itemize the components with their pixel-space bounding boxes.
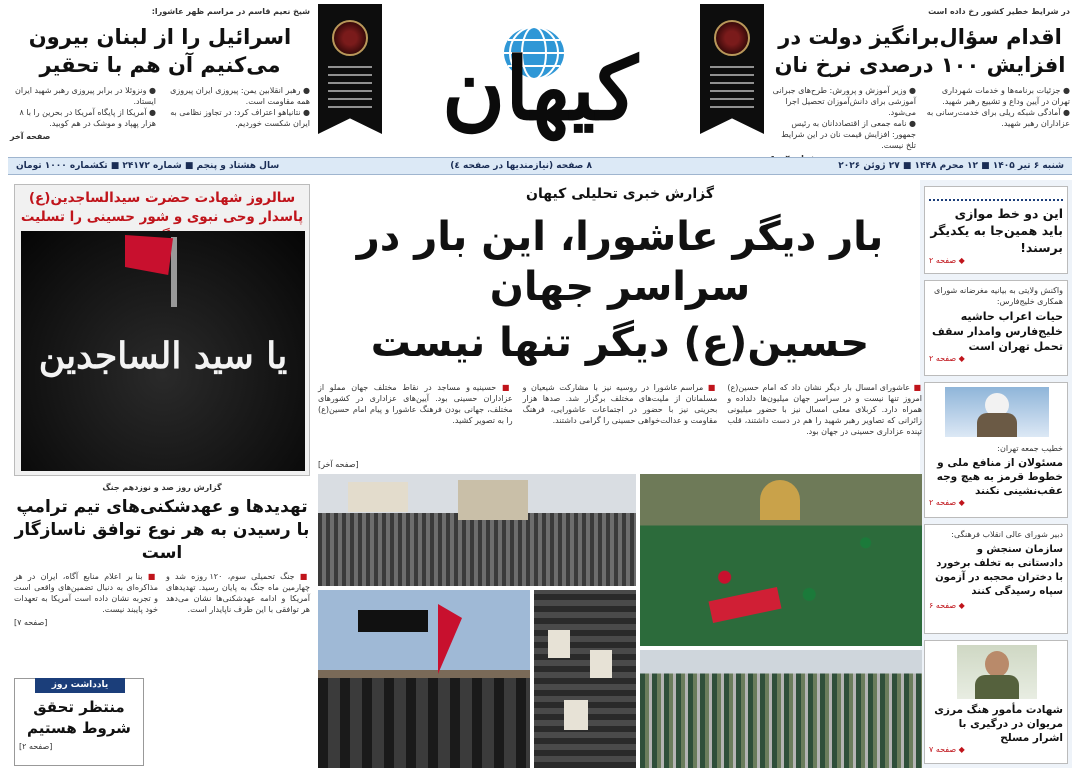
kicker: دبیر شورای عالی انقلاب فرهنگی:: [951, 530, 1063, 539]
kicker: شیخ نعیم قاسم در مراسم ظهر عاشورا:: [151, 7, 310, 16]
see-page[interactable]: ◆ صفحه ۲: [929, 256, 965, 265]
kicker: گزارش روز صد و نوزدهم جنگ: [102, 483, 222, 492]
see-page[interactable]: ◆ صفحه ۷: [929, 745, 965, 754]
headline: اسرائیل را از لبنان بیرون می‌کنیم آن هم با تحقیر: [28, 25, 292, 77]
body-column: ■ بنا بر اعلام منابع آگاه، ایران در هر مذاکره‌ای به دنبال تضمین‌های واقعی است و تجربه نشان داده است آمریکا به تعهدات خود پایبند نیست.: [14, 572, 158, 614]
kicker: خطیب جمعه تهران:: [997, 444, 1063, 453]
sidebar-story-1[interactable]: [924, 186, 1068, 274]
headline: اقدام سؤال‌برانگیز دولت در افزایش ۱۰۰ درصدی نرخ نان: [774, 25, 1066, 77]
kicker: در شرایط خطیر کشور رخ داده است: [928, 7, 1070, 16]
portraits-crowd-photo: [534, 590, 636, 768]
see-page[interactable]: ◆ صفحه ۶: [929, 601, 965, 610]
kicker: گزارش خبری تحلیلی کیهان: [526, 186, 714, 202]
sidebar-story-3[interactable]: [924, 382, 1068, 518]
headline: حیات اعراب حاشیه خلیج‌فارس وامدار سقف تحمل تهران است: [931, 310, 1063, 353]
calligraphy-text: یا سید الساجدین: [38, 335, 288, 377]
right-sidebar: [920, 180, 1072, 768]
rally-crowd-photo: [640, 650, 922, 768]
bullet: ● رهبر انقلابین یمن: پیروزی ایران پیروزی همه مقاومت است. ● نتانیاهو اعتراف کرد: در تجاوز نظامی به ایران شکست خوردیم.: [170, 86, 310, 128]
date-line: شنبه ۶ تیر ۱۴۰۵ ■ ۱۲ محرم ۱۴۴۸ ■ ۲۷ ژوئن ۲۰۲۶: [838, 161, 1064, 171]
masthead-right-story[interactable]: [770, 6, 1070, 164]
sidebar-story-5[interactable]: [924, 640, 1068, 764]
body-column: ■ مراسم عاشورا در روسیه نیز با مشارکت شیعیان و مسلمانان از ملیت‌های مختلف برگزار شد. صدها هزار بحرینی نیز با حضور در اجتماعات عاشورایی، فرهنگ مقاومت و عدالت‌خواهی حسینی را گرامی داشتند.: [522, 383, 718, 425]
condolence-line: سالروز شهادت حضرت سیدالساجدین(ع): [28, 190, 296, 206]
see-page[interactable]: ◆ صفحه ۲: [929, 498, 965, 507]
body-column: ■ حسینیه و مساجد در نقاط مختلف جهان مملو از عزاداران حسینی بود. آیین‌های عزاداری در کشورهای مختلف، جهانی بودن فرهنگ عاشورا و پیام امام حسین(ع) را به تصویر کشید.: [317, 383, 513, 425]
masthead: [0, 0, 1080, 156]
see-page[interactable]: ◆ صفحه ۲: [929, 354, 965, 363]
see-page[interactable]: [صفحه آخر]: [318, 460, 359, 469]
body-column: ■ جنگ تحمیلی سوم، ۱۲۰ روزه شد و چهارمین ماه جنگ به پایان رسید. تهدیدهای آمریکا و ادامه عهدشکنی‌ها نشان می‌دهد هر توافقی با این طرف ناپایدار است.: [166, 572, 311, 614]
headline: تهدیدها و عهدشکنی‌های تیم ترامپ با رسیدن به هر نوع توافق ناسازگار است: [14, 497, 310, 563]
bullet: ● وزیر آموزش و پرورش: طرح‌های جبرانی آموزشی برای دانش‌آموزان تحصیل اجرا می‌شود. ● نامه جمعی از اقتصاددانان به رئیس جمهور: افزایش قیمت نان در این شرایط تلخ نیست.: [772, 86, 916, 150]
date-issue-bar: [8, 157, 1072, 175]
street-crowd-aerial-photo: [318, 474, 636, 586]
masthead-left-story[interactable]: [10, 6, 310, 142]
see-page[interactable]: [صفحه ۲]: [19, 742, 53, 751]
headline: سازمان سنجش و دادستانی به تخلف برخورد با دختران محجبه در آزمون سپاه رسیدگی کنند: [935, 544, 1063, 597]
condolence-box[interactable]: [14, 184, 310, 476]
bullet: ● ونزوئلا در برابر پیروزی رهبر شهید ایران ایستاد. ● آمریکا از پایگاه آمریکا در بحرین را با ۸ هزار پهپاد و موشک در هم کوبید.: [14, 86, 156, 128]
procession-photo: [318, 590, 530, 768]
mourning-banner-right: [700, 4, 764, 134]
headline: حسین(ع) دیگر تنها نیست: [370, 320, 870, 366]
photo-collage: [318, 474, 922, 768]
newspaper-logo[interactable]: کیهان: [442, 39, 638, 140]
headline: شهادت مأمور هنگ مرزی مریوان در درگیری با اشرار مسلح: [934, 704, 1063, 744]
issue-info: سال هشتاد و پنجم ■ شماره ۲۴۱۷۲ ■ تکشماره ۱۰۰۰ تومان: [16, 161, 280, 171]
see-page[interactable]: [صفحه ۷]: [14, 618, 48, 627]
calligraphy-poster: [21, 231, 305, 471]
editorial-box[interactable]: [14, 678, 144, 766]
karbala-crowd-photo: [640, 474, 922, 646]
bullet: ● جزئیات برنامه‌ها و خدمات شهرداری تهران در آیین وداع و تشییع رهبر شهید. ● آمادگی شبکه ریلی برای خدمت‌رسانی به عزاداران رهبر شهید.: [926, 86, 1070, 128]
sidebar-story-2[interactable]: [924, 280, 1068, 376]
mourning-banner-left: [318, 4, 382, 134]
sidebar-story-4[interactable]: [924, 524, 1068, 634]
left-column: [8, 180, 314, 768]
cleric-photo: [945, 387, 1049, 437]
headline: مسئولان از منافع ملی و خطوط قرمز به هیچ وجه عقب‌نشینی نکنند: [936, 457, 1063, 497]
headline: بار دیگر عاشورا، این بار در سراسر جهان: [356, 214, 884, 310]
body-column: ■ عاشورای امسال بار دیگر نشان داد که امام حسین(ع) امروز تنها نیست و در سراسر جهان میلیون‌ها دلداده و همراه دارد. کربلای معلی امسال نیز با حضور میلیونی زائرانی که تصاویر رهبر شهید را هم در دست داشتند، قلب تپنده عزاداری حسینی در جهان بود.: [727, 383, 922, 436]
main-story[interactable]: [318, 180, 922, 472]
page-count: ۸ صفحه (نیازمندیها در صفحه ٤): [450, 161, 592, 171]
editorial-tag: یادداشت روز: [35, 678, 125, 693]
headline: منتظر تحقق شروط هستیم: [27, 698, 131, 737]
condolence-line: پاسدار وحی نبوی و شور حسینی را تسلیت: [20, 209, 304, 225]
kicker: واکنش ولایتی به بیانیه مغرضانه شورای همکاری خلیج‌فارس:: [934, 286, 1063, 306]
war-report-story[interactable]: [14, 482, 310, 628]
see-pages[interactable]: صفحه آخر: [10, 132, 51, 141]
soldier-photo: [957, 645, 1037, 699]
headline: این دو خط موازی باید همین‌جا به یکدیگر برسند!: [930, 206, 1063, 255]
